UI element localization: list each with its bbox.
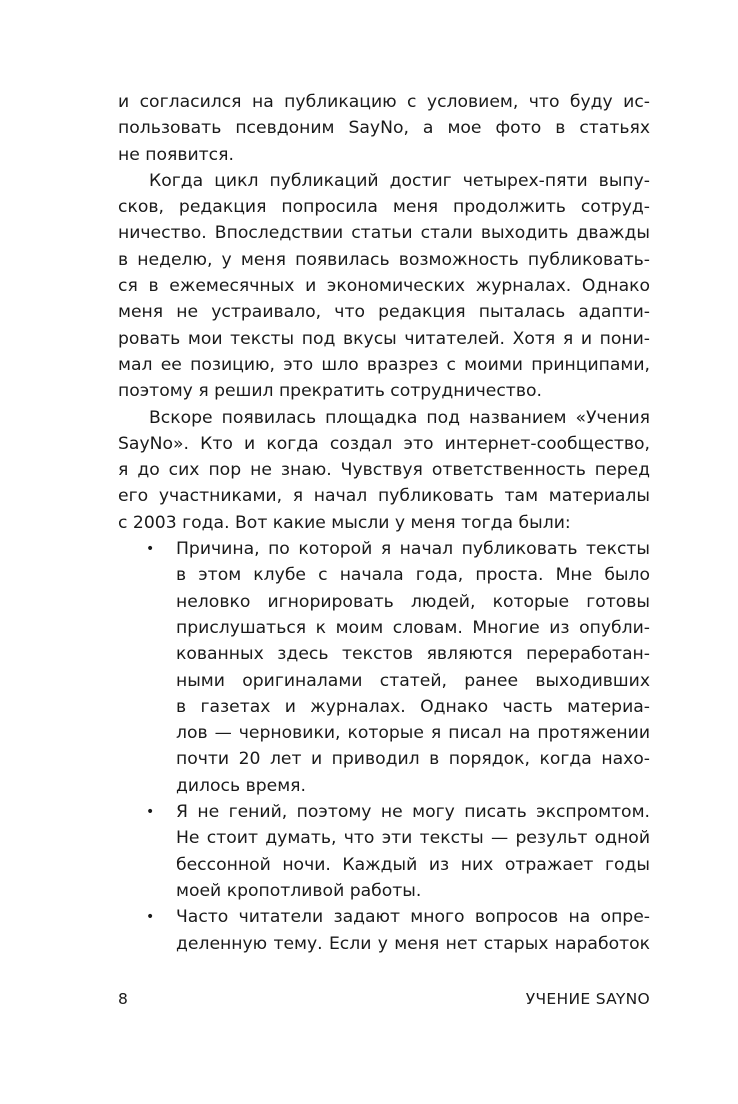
list-item xyxy=(118,536,650,799)
text-line: почти 20 лет и приводил в порядок, когда нахо- xyxy=(176,749,650,770)
text-line: пользовать псевдоним SayNo, а мое фото в статьях xyxy=(118,118,650,139)
text-line: с 2003 года. Вот какие мысли у меня тогда были: xyxy=(118,512,571,533)
text-line: деленную тему. Если у меня нет старых наработок xyxy=(176,933,650,954)
text-line: в этом клубе с начала года, проста. Мне было xyxy=(176,565,650,586)
text-line: поэтому я решил прекратить сотрудничество. xyxy=(118,381,542,402)
text-line: ничество. Впоследствии статьи стали выходить дважды xyxy=(118,223,650,244)
text-line: Причина, по которой я начал публиковать тексты xyxy=(176,539,650,560)
list-item xyxy=(118,799,650,904)
paragraph-3 xyxy=(118,405,650,536)
bullet-icon: • xyxy=(146,804,155,821)
text-line: не появится. xyxy=(118,144,234,165)
text-line: моей кропотливой работы. xyxy=(176,880,422,901)
text-line: в неделю, у меня появилась возможность публиковать- xyxy=(118,249,650,270)
paragraph-2 xyxy=(118,168,650,405)
text-line: ся в ежемесячных и экономических журналах. Однако xyxy=(118,276,650,297)
page-number: 8 xyxy=(118,990,129,1008)
text-line: Вскоре появилась площадка под названием «Учения xyxy=(149,407,650,428)
text-line: Когда цикл публикаций достиг четырех-пяти выпу- xyxy=(149,170,650,191)
paragraph-1 xyxy=(118,89,650,168)
text-line: дилось время. xyxy=(176,775,306,796)
text-line: его участниками, я начал публиковать там материалы xyxy=(118,486,650,507)
text-line: меня не устраивало, что редакция пыталась адапти- xyxy=(118,302,650,323)
text-line: лов — черновики, которые я писал на протяжении xyxy=(176,723,650,744)
bullet-icon: • xyxy=(146,541,155,558)
bullet-icon: • xyxy=(146,909,155,926)
text-line: ными оригиналами статей, ранее выходивших xyxy=(176,670,650,691)
page-body xyxy=(118,89,650,957)
bullet-list xyxy=(118,536,650,957)
text-line: ровать мои тексты под вкусы читателей. Хотя я и пони- xyxy=(118,328,650,349)
text-line: Я не гений, поэтому не могу писать экспромтом. xyxy=(176,802,650,823)
text-line: я до сих пор не знаю. Чувствуя ответственность перед xyxy=(118,460,650,481)
text-line: Часто читатели задают много вопросов на опре- xyxy=(176,907,650,928)
text-line: сков, редакция попросила меня продолжить сотруд- xyxy=(118,197,650,218)
text-line: и согласился на публикацию с условием, что буду ис- xyxy=(118,92,650,112)
running-title: УЧЕНИЕ SAYNO xyxy=(525,990,650,1008)
text-line: бессонной ночи. Каждый из них отражает годы xyxy=(176,854,650,875)
text-line: мал ее позицию, это шло вразрез с моими принципами, xyxy=(118,354,650,375)
text-line: SayNo». Кто и когда создал это интернет-сообщество, xyxy=(118,433,650,454)
text-line: в газетах и журналах. Однако часть материа- xyxy=(176,696,650,717)
text-line: кованных здесь текстов являются переработан- xyxy=(176,644,650,665)
list-item xyxy=(118,904,650,957)
text-line: прислушаться к моим словам. Многие из опубли- xyxy=(176,617,650,638)
text-line: Не стоит думать, что эти тексты — результ одной xyxy=(176,828,650,849)
text-line: неловко игнорировать людей, которые готовы xyxy=(176,591,650,612)
